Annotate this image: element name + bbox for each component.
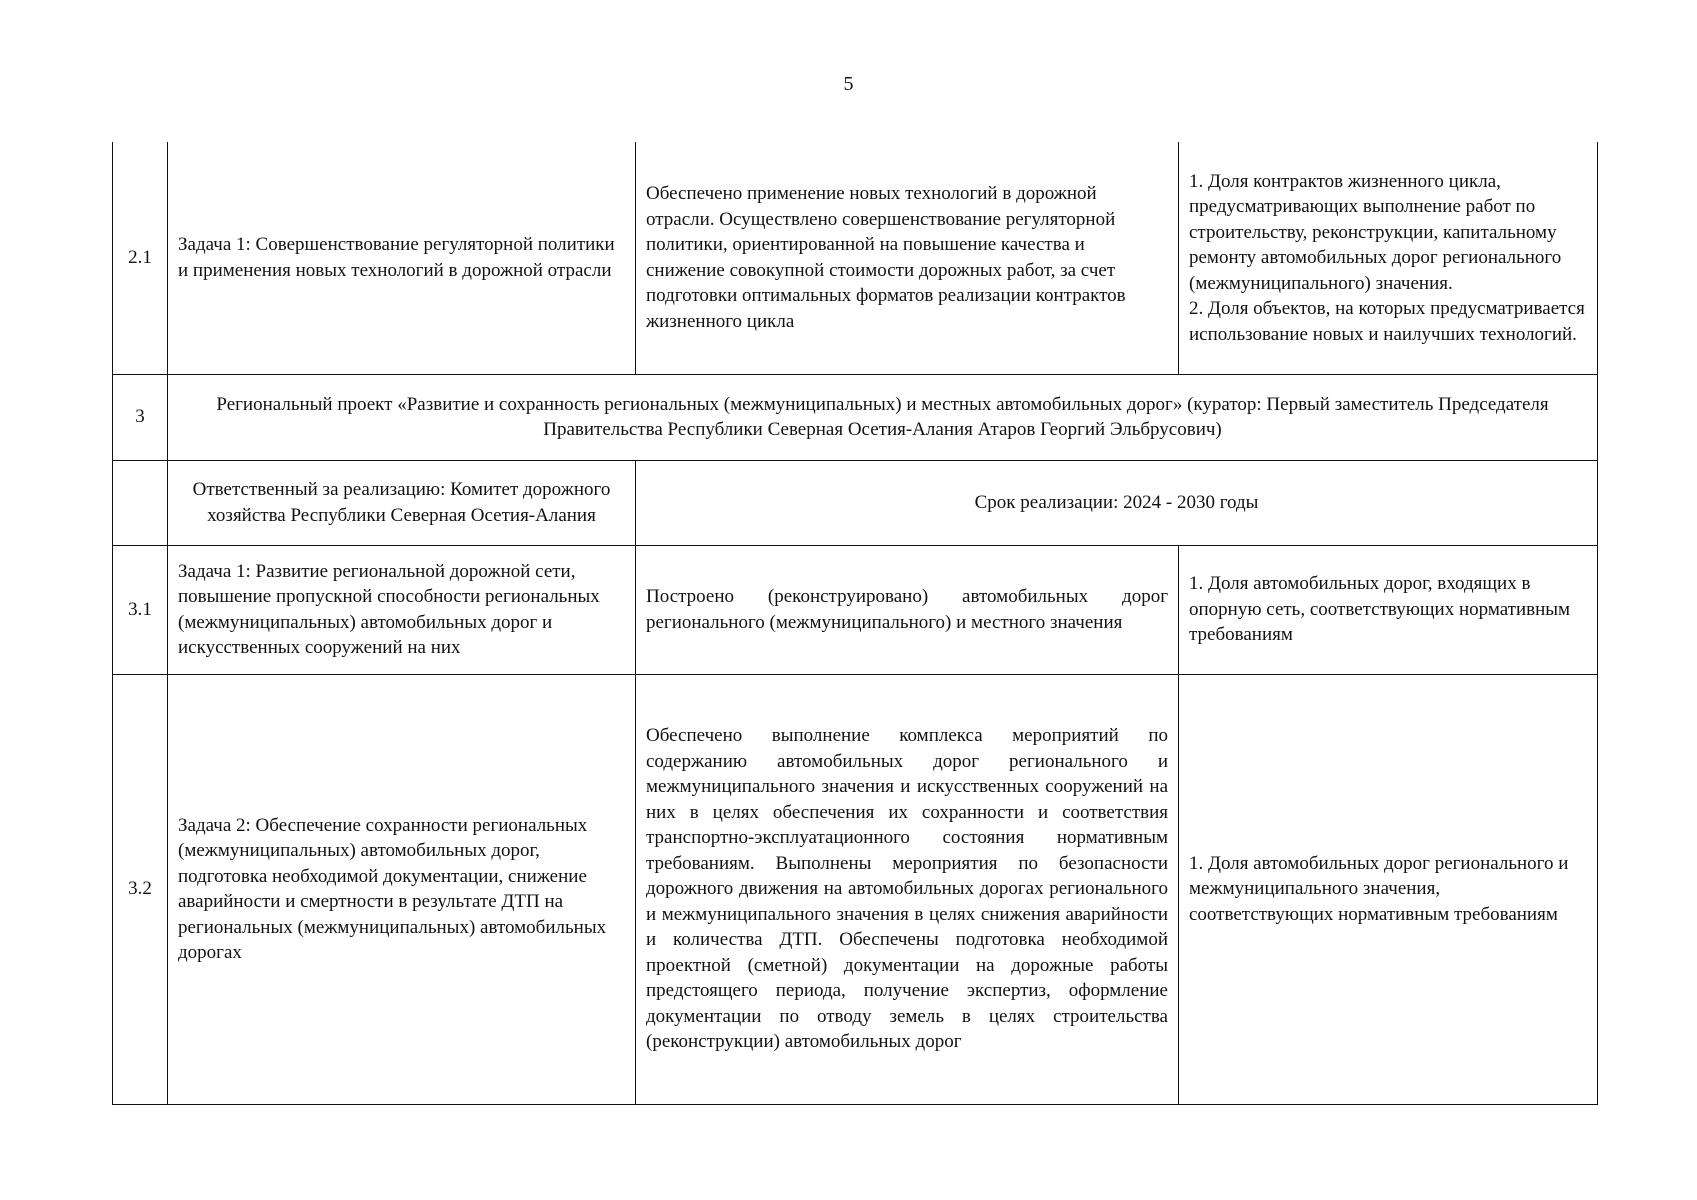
project-title-cell: Региональный проект «Развитие и сохранность региональных (межмуниципальных) и местных автомобильных дорог» (куратор: Первый заместитель Председателя Правительства Республики Северная Осетия-Алания Атаров Георгий Эльбрусович)	[168, 374, 1598, 460]
table-row	[113, 674, 1598, 1104]
row-number: 3.2	[113, 674, 168, 1104]
result-cell: Построено (реконструировано) автомобильных дорог регионального (межмуниципального) и местного значения	[636, 545, 1179, 674]
task-cell: Задача 2: Обеспечение сохранности региональных (межмуниципальных) автомобильных дорог, подготовка необходимой документации, снижение аварийности и смертности в результате ДТП на региональных (межмуниципальных) автомобильных дорогах	[168, 674, 636, 1104]
term-cell: Срок реализации: 2024 - 2030 годы	[636, 460, 1598, 545]
task-cell: Задача 1: Развитие региональной дорожной сети, повышение пропускной способности региональных (межмуниципальных) автомобильных дорог и искусственных сооружений на них	[168, 545, 636, 674]
page-number: 5	[843, 73, 854, 95]
row-number: 2.1	[113, 142, 168, 374]
row-number: 3.1	[113, 545, 168, 674]
indicator-cell: 1. Доля автомобильных дорог, входящих в опорную сеть, соответствующих нормативным требованиям	[1179, 545, 1598, 674]
result-cell: Обеспечено выполнение комплекса мероприятий по содержанию автомобильных дорог регионального и межмуниципального значения и искусственных сооружений на них в целях обеспечения их сохранности и соответствия транспортно-эксплуатационного состояния нормативным требованиям. Выполнены мероприятия по безопасности дорожного движения на автомобильных дорогах регионального и межмуниципального значения в целях снижения аварийности и количества ДТП. Обеспечены подготовка необходимой проектной (сметной) документации на дорожные работы предстоящего периода, получение экспертиз, оформление документации по отводу земель в целях строительства (реконструкции) автомобильных дорог	[636, 674, 1179, 1104]
table-row	[113, 545, 1598, 674]
row-number: 3	[113, 374, 168, 460]
result-cell: Обеспечено применение новых технологий в дорожной отрасли. Осуществлено совершенствование регуляторной политики, ориентированной на повышение качества и снижение совокупной стоимости дорожных работ, за счет подготовки оптимальных форматов реализации контрактов жизненного цикла	[636, 142, 1179, 374]
program-table	[112, 142, 1598, 1105]
empty-number-cell	[113, 460, 168, 545]
table-row	[113, 142, 1598, 374]
table-row	[113, 374, 1598, 460]
responsible-cell: Ответственный за реализацию: Комитет дорожного хозяйства Республики Северная Осетия-Алания	[168, 460, 636, 545]
table-row	[113, 460, 1598, 545]
indicator-cell: 1. Доля автомобильных дорог регионального и межмуниципального значения, соответствующих нормативным требованиям	[1179, 674, 1598, 1104]
indicator-cell: 1. Доля контрактов жизненного цикла, предусматривающих выполнение работ по строительству, реконструкции, капитальному ремонту автомобильных дорог регионального (межмуниципального) значения. 2. Доля объектов, на которых предусматривается использование новых и наилучших технологий.	[1179, 142, 1598, 374]
task-cell: Задача 1: Совершенствование регуляторной политики и применения новых технологий в дорожной отрасли	[168, 142, 636, 374]
